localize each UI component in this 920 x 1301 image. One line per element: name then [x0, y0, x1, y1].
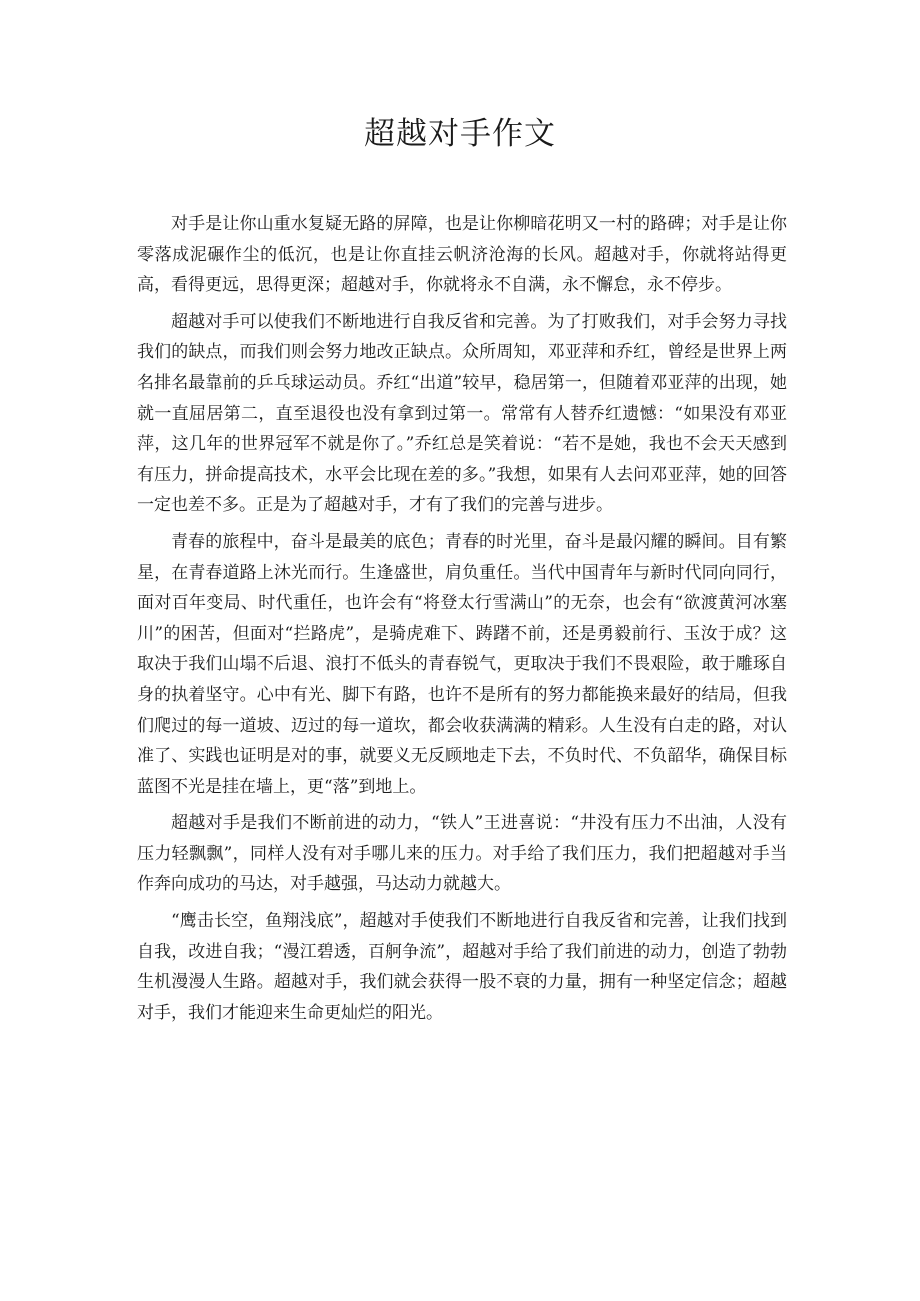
document-body — [137, 209, 787, 1034]
paragraph-4: 超越对手是我们不断前进的动力，“铁人”王进喜说：“井没有压力不出油，人没有压力轻飘飘”，同样人没有对手哪儿来的压力。对手给了我们压力，我们把超越对手当作奔向成功的马达，对手越强，马达动力就越大。 — [137, 813, 787, 895]
paragraph-5: “鹰击长空，鱼翔浅底”，超越对手使我们不断地进行自我反省和完善，让我们找到自我，改进自我；“漫江碧透，百舸争流”，超越对手给了我们前进的动力，创造了勃勃生机漫漫人生路。超越对手，我们就会获得一股不衰的力量，拥有一种坚定信念；超越对手，我们才能迎来生命更灿烂的阳光。 — [137, 911, 787, 1023]
paragraph-2: 超越对手可以使我们不断地进行自我反省和完善。为了打败我们，对手会努力寻找我们的缺点，而我们则会努力地改正缺点。众所周知，邓亚萍和乔红，曾经是世界上两名排名最靠前的乒乓球运动员。乔红“出道”较早，稳居第一，但随着邓亚萍的出现，她就一直屈居第二，直至退役也没有拿到过第一。常常有人替乔红遗憾：“如果没有邓亚萍，这几年的世界冠军不就是你了。”乔红总是笑着说：“若不是她，我也不会天天感到有压力，拼命提高技术，水平会比现在差的多。”我想，如果有人去问邓亚萍，她的回答一定也差不多。正是为了超越对手，才有了我们的完善与进步。 — [137, 311, 787, 516]
document-title: 超越对手作文 — [364, 116, 556, 152]
paragraph-3: 青春的旅程中，奋斗是最美的底色；青春的时光里，奋斗是最闪耀的瞬间。目有繁星，在青春道路上沐光而行。生逢盛世，肩负重任。当代中国青年与新时代同向同行，面对百年变局、时代重任，也许会有“将登太行雪满山”的无奈，也会有“欲渡黄河冰塞川”的困苦，但面对“拦路虎”，是骑虎难下、踌躇不前，还是勇毅前行、玉汝于成？这取决于我们山塌不后退、浪打不低头的青春锐气，更取决于我们不畏艰险，敢于雕琢自身的执着坚守。心中有光、脚下有路，也许不是所有的努力都能换来最好的结局，但我们爬过的每一道坡、迈过的每一道坎，都会收获满满的精彩。人生没有白走的路，对认准了、实践也证明是对的事，就要义无反顾地走下去，不负时代、不负韶华，确保目标蓝图不光是挂在墙上，更“落”到地上。 — [137, 531, 787, 797]
paragraph-1: 对手是让你山重水复疑无路的屏障，也是让你柳暗花明又一村的路碑；对手是让你零落成泥碾作尘的低沉，也是让你直挂云帆济沧海的长风。超越对手，你就将站得更高，看得更远，思得更深；超越对手，你就将永不自满，永不懈怠，永不停步。 — [137, 214, 787, 296]
